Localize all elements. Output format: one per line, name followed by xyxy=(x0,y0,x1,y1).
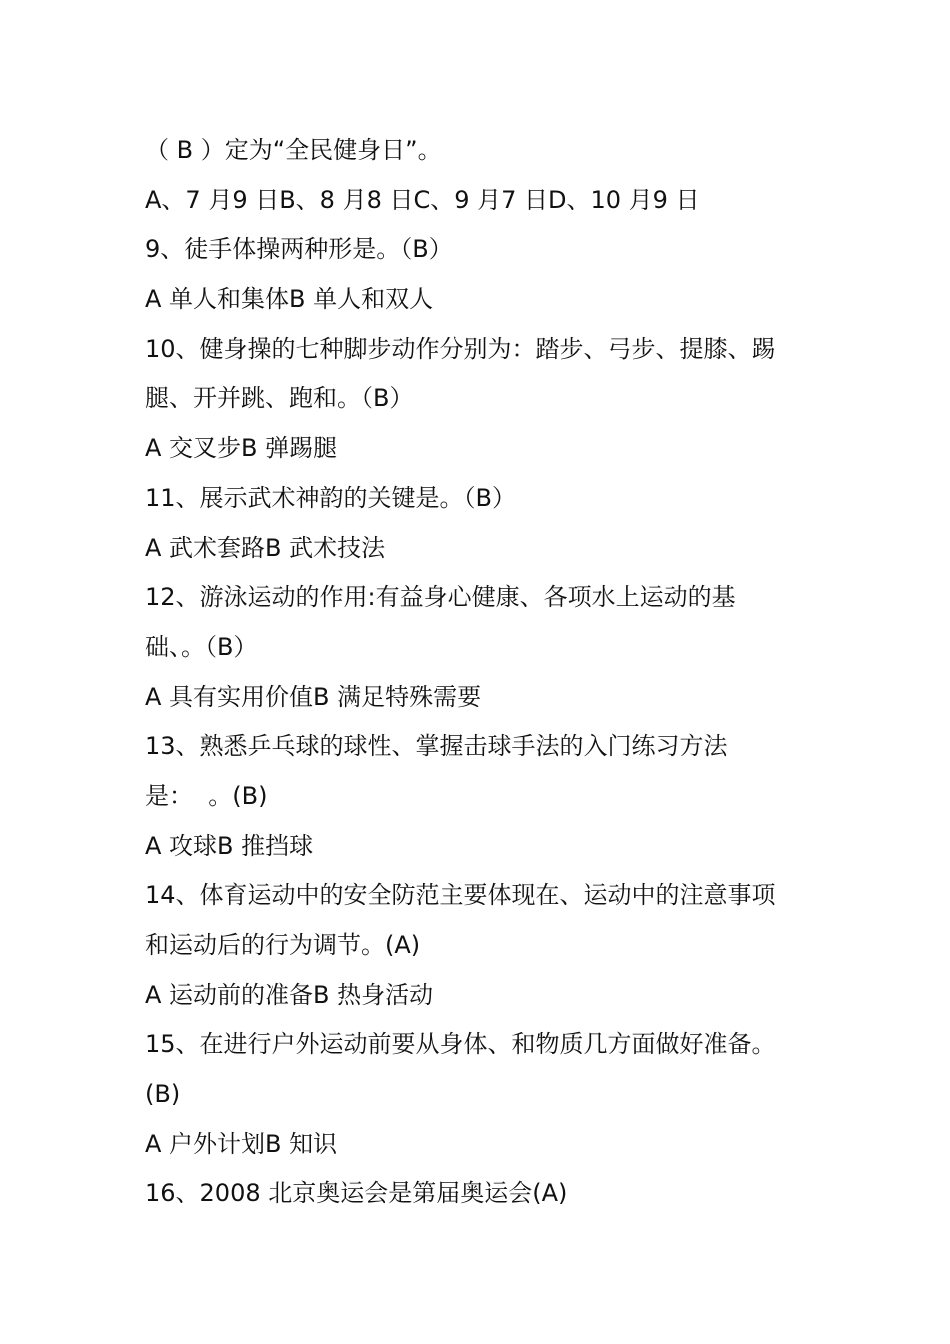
document-body xyxy=(145,126,825,1219)
text-line: (B) xyxy=(145,1080,181,1109)
text-line: 15、在进行户外运动前要从身体、和物质几方面做好准备。 xyxy=(145,1030,776,1059)
text-line: 和运动后的行为调节。(A) xyxy=(145,931,421,959)
text-line: 13、熟悉乒乓球的球性、掌握击球手法的入门练习方法 xyxy=(145,732,728,761)
text-line: 12、游泳运动的作用:有益身心健康、各项水上运动的基 xyxy=(145,583,736,612)
text-line: 11、展示武术神韵的关键是。（B） xyxy=(145,483,517,512)
text-line: A 具有实用价值B 满足特殊需要 xyxy=(145,682,482,711)
text-line: 础、。（B） xyxy=(145,632,258,661)
text-line: A 武术套路B 武术技法 xyxy=(145,533,386,562)
text-line: A 运动前的准备B 热身活动 xyxy=(145,980,434,1009)
text-line: 10、健身操的七种脚步动作分别为：踏步、弓步、提膝、踢 xyxy=(145,334,776,363)
text-line: 是： 。(B) xyxy=(145,781,268,810)
text-line: （ B ）定为“全民健身日”。 xyxy=(145,136,442,164)
text-line: 16、2008 北京奥运会是第届奥运会(A) xyxy=(145,1179,568,1208)
text-line: A 攻球B 推挡球 xyxy=(145,831,314,860)
text-line: A、7 月9 日B、8 月8 日C、9 月7 日D、10 月9 日 xyxy=(145,185,700,214)
text-line: A 交叉步B 弹踢腿 xyxy=(145,434,338,463)
text-line: A 单人和集体B 单人和双人 xyxy=(145,285,434,314)
text-line: 14、体育运动中的安全防范主要体现在、运动中的注意事项 xyxy=(145,881,776,910)
text-line: 9、徒手体操两种形是。（B） xyxy=(145,235,453,264)
text-line: 腿、开并跳、跑和。（B） xyxy=(145,384,414,413)
text-line: A 户外计划B 知识 xyxy=(145,1129,338,1158)
